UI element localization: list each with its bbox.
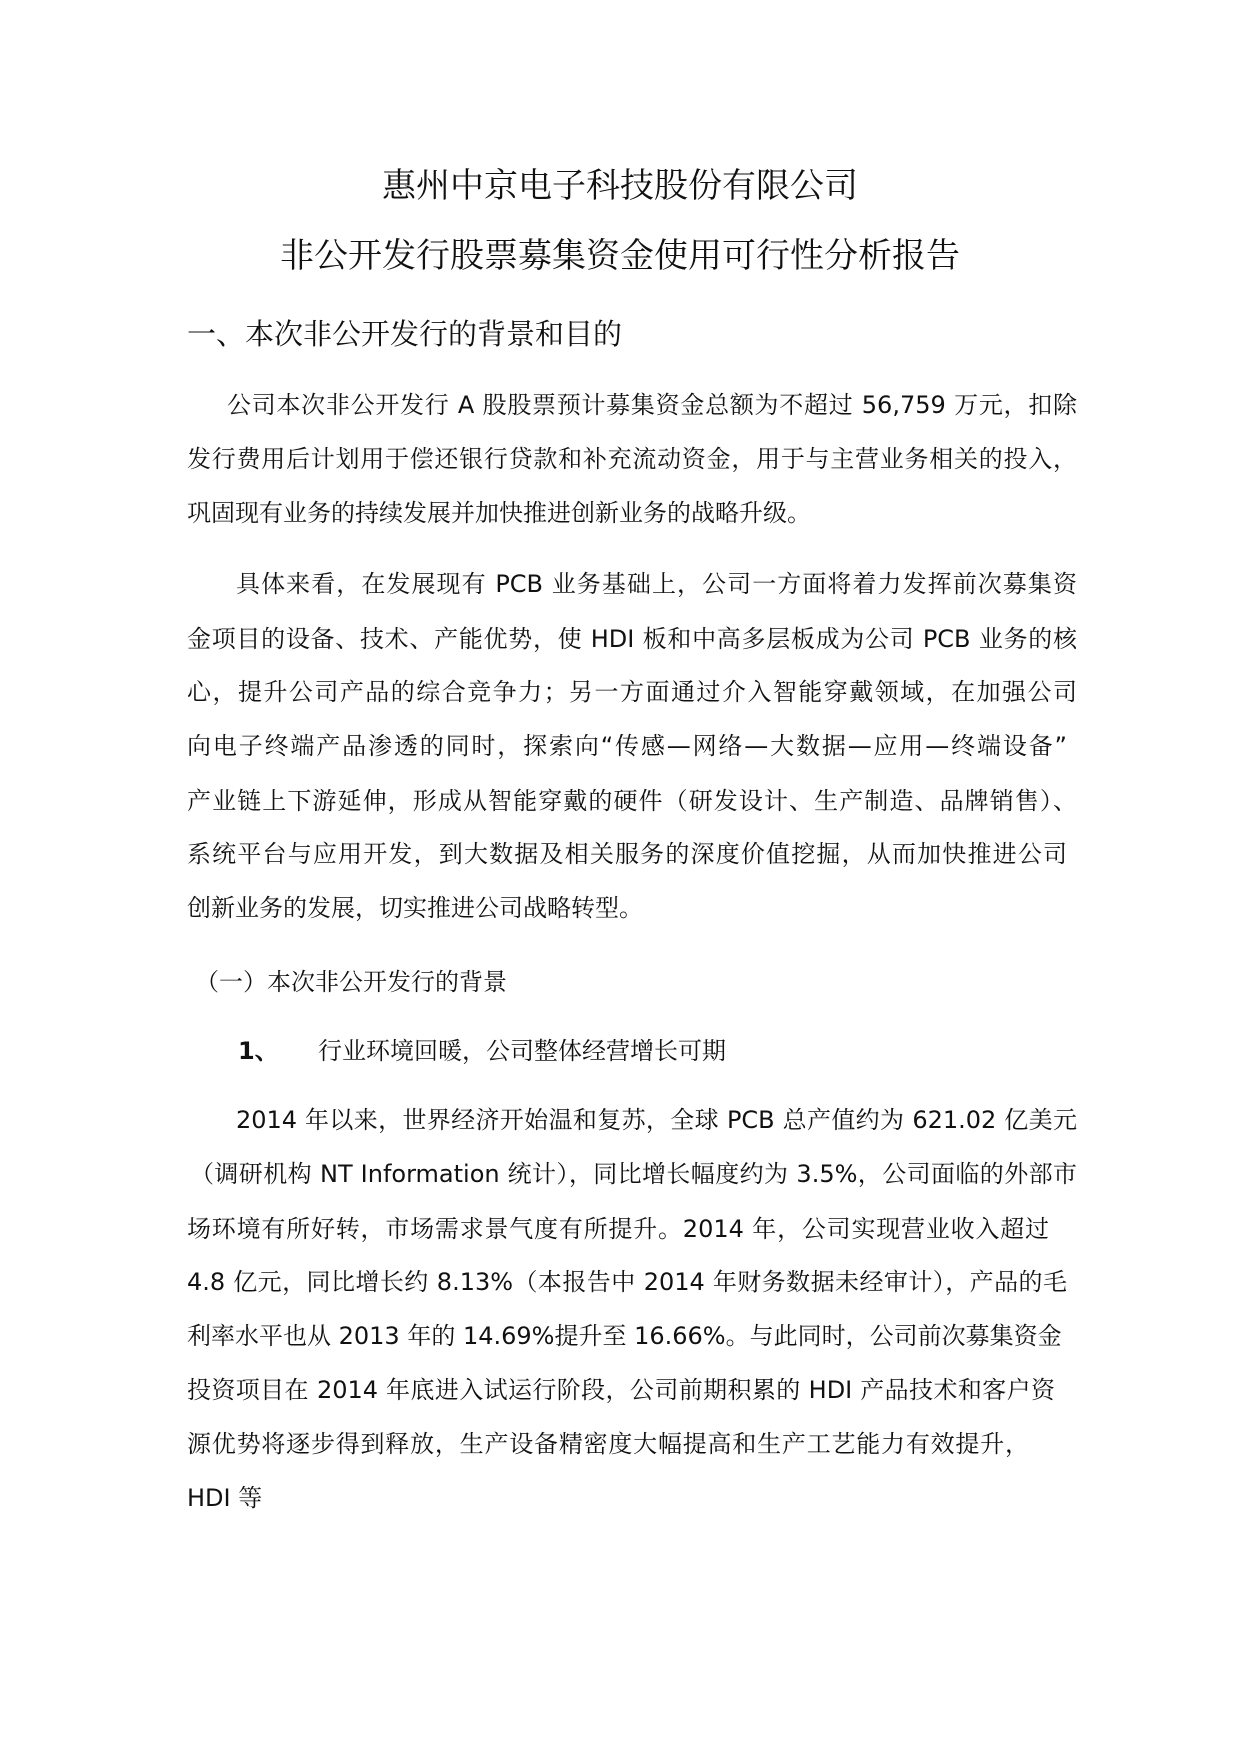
text-line: HDI 等 — [187, 1484, 263, 1512]
text-line: 巩固现有业务的持续发展并加快推进创新业务的战略升级。 — [187, 499, 811, 527]
section-heading: 一、本次非公开发行的背景和目的 — [187, 317, 623, 351]
text-line: 源优势将逐步得到释放，生产设备精密度大幅提高和生产工艺能力有效提升， — [187, 1430, 1029, 1458]
text-line: 金项目的设备、技术、产能优势，使 HDI 板和中高多层板成为公司 PCB 业务的核 — [187, 625, 1077, 653]
text-line: 公司本次非公开发行 A 股股票预计募集资金总额为不超过 56,759 万元，扣除 — [227, 391, 1077, 419]
text-line: 具体来看，在发展现有 PCB 业务基础上，公司一方面将着力发挥前次募集资 — [236, 570, 1077, 598]
text-line: 创新业务的发展，切实推进公司战略转型。 — [187, 894, 643, 922]
text-line: 发行费用后计划用于偿还银行贷款和补充流动资金，用于与主营业务相关的投入， — [187, 445, 1077, 473]
text-line: 2014 年以来，世界经济开始温和复苏，全球 PCB 总产值约为 621.02 亿美元 — [236, 1106, 1077, 1134]
document-title-line2: 非公开发行股票募集资金使用可行性分析报告 — [280, 236, 960, 276]
text-line: 利率水平也从 2013 年的 14.69%提升至 16.66%。与此同时，公司前次募集资金 — [187, 1322, 1062, 1350]
item-number: 1、 — [238, 1037, 279, 1065]
item-title: 行业环境回暖，公司整体经营增长可期 — [318, 1037, 726, 1065]
text-line: 产业链上下游延伸，形成从智能穿戴的硬件（研发设计、生产制造、品牌销售）、 — [187, 787, 1077, 815]
document-title-line1: 惠州中京电子科技股份有限公司 — [382, 166, 858, 206]
text-line: （调研机构 NT Information 统计），同比增长幅度约为 3.5%，公司面临的外部市 — [190, 1160, 1077, 1188]
text-line: 心，提升公司产品的综合竞争力；另一方面通过介入智能穿戴领域，在加强公司 — [187, 678, 1077, 706]
text-line: 系统平台与应用开发，到大数据及相关服务的深度价值挖掘，从而加快推进公司 — [187, 840, 1067, 868]
text-line: 投资项目在 2014 年底进入试运行阶段，公司前期积累的 HDI 产品技术和客户资 — [187, 1376, 1055, 1404]
text-line: 向电子终端产品渗透的同时，探索向“传感—网络—大数据—应用—终端设备” — [187, 732, 1067, 760]
text-line: 4.8 亿元，同比增长约 8.13%（本报告中 2014 年财务数据未经审计），产品的毛 — [187, 1268, 1067, 1296]
subsection-heading: （一）本次非公开发行的背景 — [195, 968, 507, 996]
text-line: 场环境有所好转，市场需求景气度有所提升。2014 年，公司实现营业收入超过 — [187, 1215, 1049, 1243]
